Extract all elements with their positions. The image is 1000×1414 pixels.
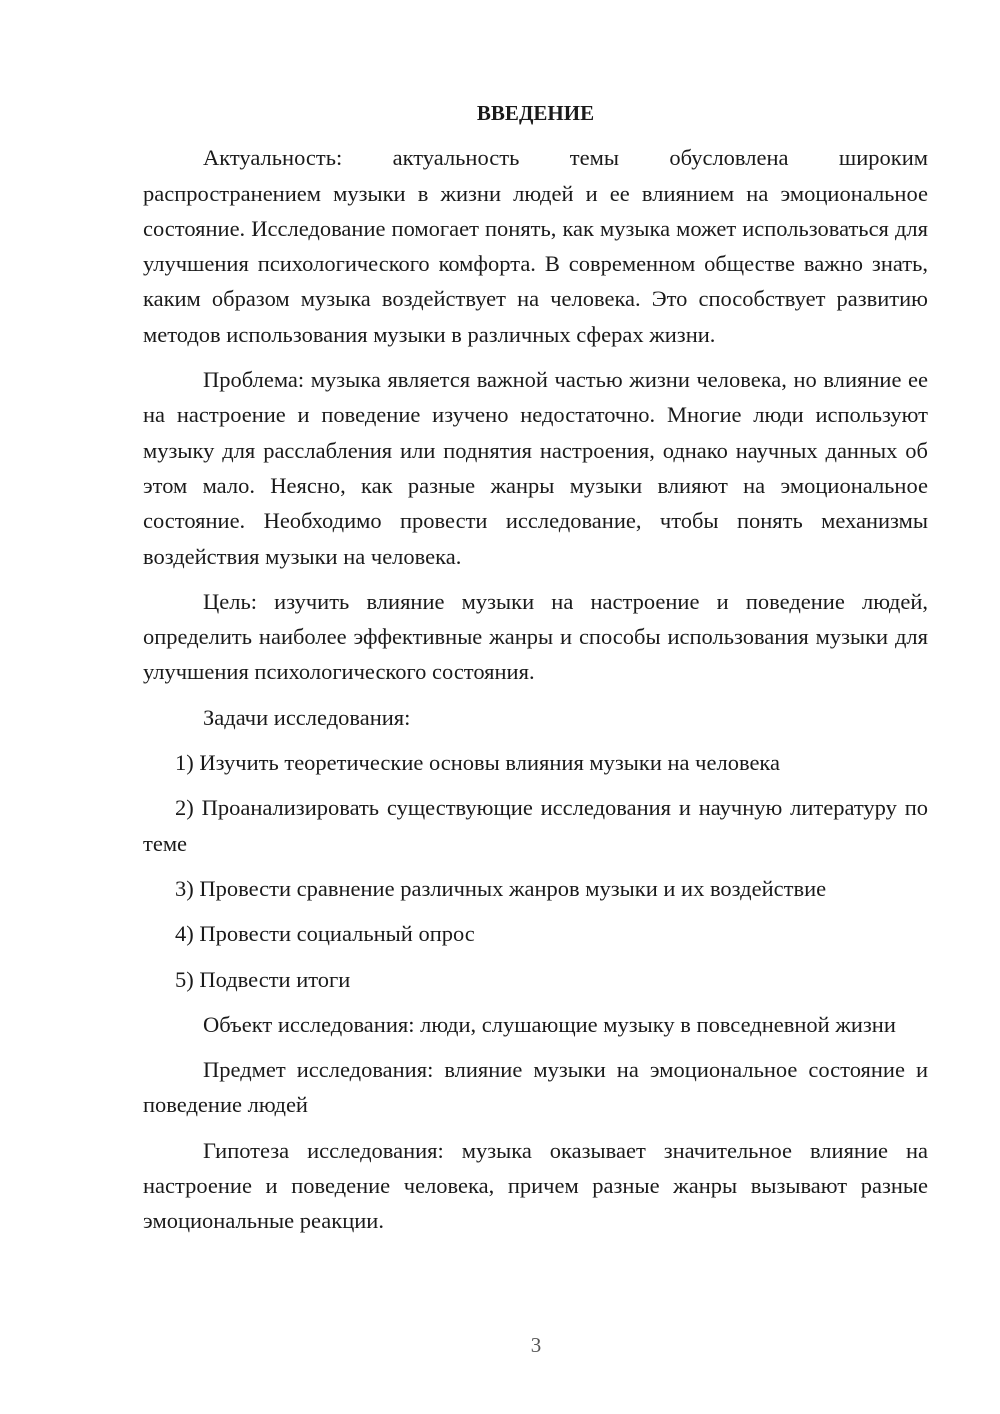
task-item-4: 4) Провести социальный опрос <box>175 921 475 947</box>
paragraph-goal: Цель: изучить влияние музыки на настроение и поведение людей, определить наиболее эффективные жанры и способы использования музыки для улучшения психологического состояния. <box>143 588 928 685</box>
task-item-5: 5) Подвести итоги <box>175 966 351 992</box>
page-content <box>143 96 928 1249</box>
paragraph-relevance: Актуальность: актуальность темы обусловлена широким распространением музыки в жизни людей и ее влиянием на эмоциональное состояние. Исследование помогает понять, как музыка может использоваться для улучшения психологического комфорта. В современном обществе важно знать, каким образом музыка воздействует на человека. Это способствует развитию методов использования музыки в различных сферах жизни. <box>143 145 928 347</box>
paragraph-problem: Проблема: музыка является важной частью жизни человека, но влияние ее на настроение и поведение изучено недостаточно. Многие люди используют музыку для расслабления или поднятия настроения, однако научных данных об этом мало. Неясно, как разные жанры музыки влияют на эмоциональное состояние. Необходимо провести исследование, чтобы понять механизмы воздействия музыки на человека. <box>143 367 928 569</box>
paragraph-object: Объект исследования: люди, слушающие музыку в повседневной жизни <box>203 1011 896 1037</box>
paragraph-hypothesis: Гипотеза исследования: музыка оказывает значительное влияние на настроение и поведение человека, причем разные жанры вызывают разные эмоциональные реакции. <box>143 1137 928 1234</box>
paragraph-tasks-heading: Задачи исследования: <box>203 704 411 730</box>
section-title: ВВЕДЕНИЕ <box>476 101 595 125</box>
paragraph-subject: Предмет исследования: влияние музыки на эмоциональное состояние и поведение людей <box>143 1057 928 1118</box>
page-number: 3 <box>530 1333 542 1357</box>
task-item-1: 1) Изучить теоретические основы влияния музыки на человека <box>175 750 781 776</box>
task-item-3: 3) Провести сравнение различных жанров музыки и их воздействие <box>175 875 827 901</box>
task-item-2: 2) Проанализировать существующие исследования и научную литературу по теме <box>143 795 928 856</box>
